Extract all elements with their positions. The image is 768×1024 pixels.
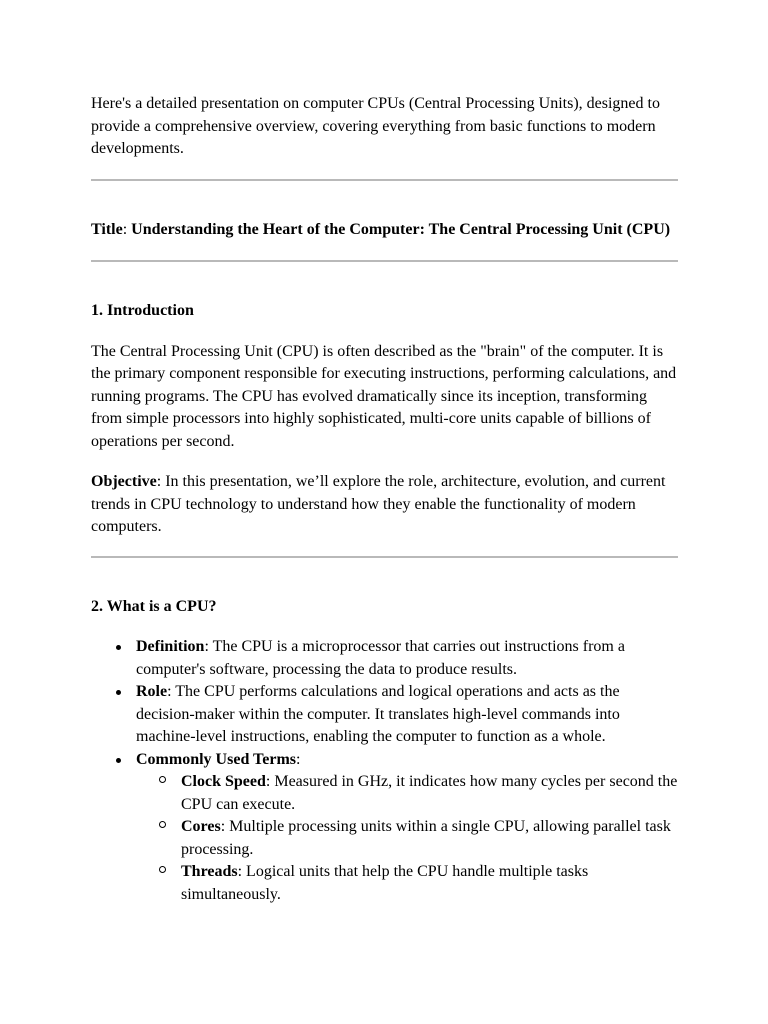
title-text: Understanding the Heart of the Computer: The Central Processing Unit (CPU) — [131, 220, 671, 238]
sublist-item — [181, 861, 678, 906]
introduction-paragraph: The Central Processing Unit (CPU) is often described as the "brain" of the computer. It is the primary component responsible for executing instructions, performing calculations, and running programs. The CPU has evolved dramatically since its inception, transforming from simple processors into highly sophisticated, multi-core units capable of billions of operations per second. — [91, 342, 677, 450]
term-label: Threads — [181, 863, 238, 880]
circle-bullet-icon — [159, 776, 166, 783]
title-label: Title — [91, 220, 123, 238]
bullet-icon — [116, 690, 121, 695]
sublist-item — [181, 816, 678, 861]
bullet-icon — [116, 645, 121, 650]
term-text: : Multiple processing units within a single CPU, allowing parallel task processing. — [181, 818, 671, 858]
item-text: : — [296, 750, 301, 768]
term-label: Cores — [181, 818, 221, 835]
terms-sublist — [136, 771, 678, 906]
item-label: Role — [136, 683, 168, 700]
list-item — [136, 749, 678, 907]
objective-paragraph — [91, 471, 678, 539]
divider — [91, 260, 678, 262]
term-label: Clock Speed — [181, 773, 266, 790]
objective-text: : In this presentation, we’ll explore the role, architecture, evolution, and current trends in CPU technology to understand how they enable the functionality of modern computers. — [91, 473, 666, 535]
list-item — [136, 681, 678, 749]
cpu-bullet-list — [91, 636, 678, 906]
intro-paragraph: Here's a detailed presentation on computer CPUs (Central Processing Units), designed to provide a comprehensive overview, covering everything from basic functions to modern developments. — [91, 95, 660, 157]
item-label: Commonly Used Terms — [136, 750, 297, 768]
divider — [91, 179, 678, 181]
divider — [91, 556, 678, 558]
circle-bullet-icon — [159, 866, 166, 873]
sublist-item — [181, 771, 678, 816]
circle-bullet-icon — [159, 821, 166, 828]
bullet-icon — [116, 758, 121, 763]
item-text: : The CPU is a microprocessor that carries out instructions from a computer's software, processing the data to produce results. — [136, 638, 625, 678]
document-title — [91, 219, 678, 242]
item-label: Definition — [136, 638, 205, 655]
title-separator: : — [122, 220, 132, 238]
section-heading-what-is-cpu: 2. What is a CPU? — [91, 597, 217, 615]
term-text: : Logical units that help the CPU handle multiple tasks simultaneously. — [181, 863, 589, 903]
section-heading-introduction: 1. Introduction — [91, 302, 194, 319]
item-text: : The CPU performs calculations and logical operations and acts as the decision-maker within the computer. It translates high-level commands into machine-level instructions, enabling the computer to function as a whole. — [136, 683, 620, 745]
list-item — [136, 636, 678, 681]
term-text: : Measured in GHz, it indicates how many cycles per second the CPU can execute. — [181, 773, 678, 813]
objective-label: Objective — [91, 473, 157, 490]
